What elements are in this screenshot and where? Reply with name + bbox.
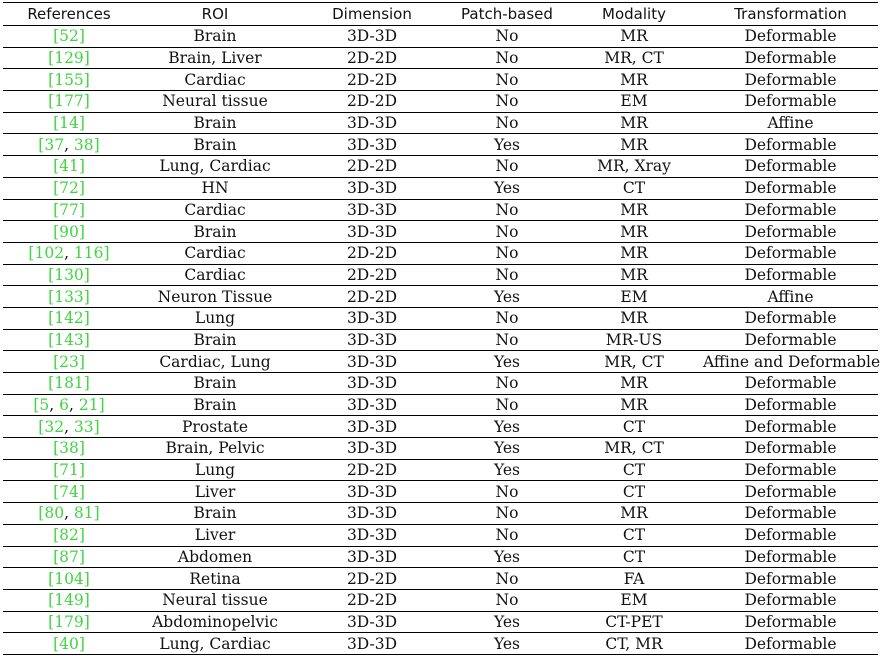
cell-roi: Brain, Pelvic	[135, 438, 295, 460]
cell-dimension: 3D-3D	[295, 351, 449, 373]
cell-patch-based: No	[449, 394, 565, 416]
cell-modality: MR	[565, 242, 703, 264]
cell-roi: Lung, Cardiac	[135, 633, 295, 655]
header-row	[3, 3, 878, 26]
cell-patch-based: No	[449, 221, 565, 243]
table-row	[3, 329, 878, 351]
citation-link[interactable]: 82	[59, 526, 79, 545]
table-row	[3, 69, 878, 91]
cell-patch-based: Yes	[449, 546, 565, 568]
cell-transformation: Affine	[703, 112, 878, 134]
cell-dimension: 3D-3D	[295, 329, 449, 351]
citation-link[interactable]: 77	[59, 200, 79, 219]
table-row	[3, 221, 878, 243]
cell-roi: Lung, Cardiac	[135, 156, 295, 178]
table-row	[3, 481, 878, 503]
cell-patch-based: No	[449, 568, 565, 590]
table-row	[3, 416, 878, 438]
cell-references: [72]	[3, 177, 135, 199]
citation-link[interactable]: 130	[54, 265, 84, 284]
cell-transformation: Deformable	[703, 221, 878, 243]
citation-link[interactable]: 71	[59, 461, 79, 480]
cell-transformation: Deformable	[703, 373, 878, 395]
cell-patch-based: No	[449, 69, 565, 91]
cell-references: [14]	[3, 112, 135, 134]
cell-patch-based: No	[449, 373, 565, 395]
cell-dimension: 3D-3D	[295, 307, 449, 329]
citation-link[interactable]: 149	[54, 591, 84, 610]
cell-modality: MR, CT	[565, 438, 703, 460]
table-row	[3, 373, 878, 395]
cell-patch-based: No	[449, 307, 565, 329]
cell-references: [74]	[3, 481, 135, 503]
cell-modality: EM	[565, 589, 703, 611]
citation-link[interactable]: 133	[54, 287, 84, 306]
cell-transformation: Deformable	[703, 329, 878, 351]
cell-roi: Brain	[135, 373, 295, 395]
cell-patch-based: Yes	[449, 416, 565, 438]
cell-modality: MR	[565, 69, 703, 91]
cell-references: [90]	[3, 221, 135, 243]
citation-link[interactable]: 179	[54, 612, 84, 631]
cell-modality: FA	[565, 568, 703, 590]
cell-dimension: 2D-2D	[295, 568, 449, 590]
cell-modality: MR	[565, 503, 703, 525]
cell-transformation: Deformable	[703, 459, 878, 481]
cell-roi: Liver	[135, 524, 295, 546]
cell-transformation: Deformable	[703, 438, 878, 460]
cell-modality: MR, Xray	[565, 156, 703, 178]
cell-patch-based: No	[449, 242, 565, 264]
cell-roi: Cardiac, Lung	[135, 351, 295, 373]
cell-patch-based: No	[449, 264, 565, 286]
cell-patch-based: No	[449, 329, 565, 351]
cell-modality: MR	[565, 199, 703, 221]
cell-roi: Prostate	[135, 416, 295, 438]
cell-dimension: 2D-2D	[295, 156, 449, 178]
citation-link[interactable]: 72	[59, 179, 79, 198]
table-row	[3, 199, 878, 221]
cell-roi: Lung	[135, 459, 295, 481]
cell-modality: MR-US	[565, 329, 703, 351]
cell-references: [87]	[3, 546, 135, 568]
citation-link[interactable]: 33	[73, 417, 94, 436]
cell-dimension: 3D-3D	[295, 633, 449, 655]
cell-transformation: Deformable	[703, 546, 878, 568]
cell-patch-based: No	[449, 524, 565, 546]
cell-transformation: Deformable	[703, 199, 878, 221]
cell-patch-based: No	[449, 481, 565, 503]
cell-roi: Brain	[135, 329, 295, 351]
cell-modality: CT-PET	[565, 611, 703, 633]
cell-dimension: 2D-2D	[295, 589, 449, 611]
cell-modality: MR, CT	[565, 351, 703, 373]
cell-dimension: 3D-3D	[295, 199, 449, 221]
cell-roi: Neural tissue	[135, 91, 295, 113]
cell-references: [82]	[3, 524, 135, 546]
cell-roi: Brain, Liver	[135, 47, 295, 69]
cell-transformation: Deformable	[703, 416, 878, 438]
cell-roi: Brain	[135, 221, 295, 243]
cell-roi: Neuron Tissue	[135, 286, 295, 308]
cell-dimension: 3D-3D	[295, 546, 449, 568]
citation-link[interactable]: 102	[34, 244, 65, 263]
references-table	[3, 2, 881, 655]
cell-modality: CT	[565, 177, 703, 199]
cell-transformation: Deformable	[703, 568, 878, 590]
cell-patch-based: No	[449, 47, 565, 69]
cell-references: [177]	[3, 91, 135, 113]
cell-transformation: Deformable	[703, 26, 878, 48]
cell-references: [129]	[3, 47, 135, 69]
cell-dimension: 3D-3D	[295, 416, 449, 438]
table-row	[3, 611, 878, 633]
cell-modality: CT, MR	[565, 633, 703, 655]
cell-dimension: 2D-2D	[295, 91, 449, 113]
cell-modality: MR	[565, 307, 703, 329]
citation-link[interactable]: 52	[59, 27, 79, 46]
table-row	[3, 633, 878, 655]
cell-dimension: 2D-2D	[295, 286, 449, 308]
table-row	[3, 351, 878, 373]
cell-modality: MR	[565, 394, 703, 416]
cell-dimension: 3D-3D	[295, 481, 449, 503]
cell-transformation: Deformable	[703, 91, 878, 113]
cell-references: [41]	[3, 156, 135, 178]
table-row	[3, 589, 878, 611]
citation-link[interactable]: 116	[73, 244, 104, 263]
cell-dimension: 2D-2D	[295, 264, 449, 286]
cell-references: [104]	[3, 568, 135, 590]
cell-roi: Cardiac	[135, 199, 295, 221]
citation-link[interactable]: 32	[44, 417, 65, 436]
cell-roi: Brain	[135, 26, 295, 48]
cell-references: [155]	[3, 69, 135, 91]
citation-link[interactable]: 155	[54, 70, 84, 89]
cell-transformation: Deformable	[703, 611, 878, 633]
header-transformation: Transformation	[703, 3, 878, 26]
cell-transformation: Deformable	[703, 242, 878, 264]
cell-patch-based: No	[449, 26, 565, 48]
cell-transformation: Deformable	[703, 134, 878, 156]
table-row	[3, 503, 878, 525]
citation-link[interactable]: 40	[59, 634, 79, 653]
table-row	[3, 264, 878, 286]
cell-dimension: 3D-3D	[295, 373, 449, 395]
citation-link[interactable]: 104	[54, 569, 84, 588]
citation-link[interactable]: 81	[73, 504, 94, 523]
citation-link[interactable]: 21	[78, 396, 99, 415]
cell-references: [102, 116]	[3, 242, 135, 264]
cell-transformation: Deformable	[703, 69, 878, 91]
header-modality: Modality	[565, 3, 703, 26]
cell-references: [142]	[3, 307, 135, 329]
cell-dimension: 2D-2D	[295, 242, 449, 264]
citation-link[interactable]: 37	[44, 135, 65, 154]
cell-transformation: Deformable	[703, 264, 878, 286]
table-row	[3, 47, 878, 69]
cell-roi: Neural tissue	[135, 589, 295, 611]
cell-references: [40]	[3, 633, 135, 655]
cell-references: [143]	[3, 329, 135, 351]
cell-transformation: Deformable	[703, 503, 878, 525]
cell-patch-based: No	[449, 156, 565, 178]
cell-modality: EM	[565, 286, 703, 308]
cell-transformation: Deformable	[703, 633, 878, 655]
cell-dimension: 3D-3D	[295, 134, 449, 156]
cell-transformation: Deformable	[703, 156, 878, 178]
cell-dimension: 3D-3D	[295, 611, 449, 633]
cell-roi: Abdominopelvic	[135, 611, 295, 633]
cell-roi: Cardiac	[135, 242, 295, 264]
cell-modality: EM	[565, 91, 703, 113]
citation-link[interactable]: 80	[44, 504, 65, 523]
citation-link[interactable]: 143	[54, 330, 84, 349]
cell-references: [133]	[3, 286, 135, 308]
cell-references: [32, 33]	[3, 416, 135, 438]
cell-modality: MR, CT	[565, 47, 703, 69]
cell-roi: Lung	[135, 307, 295, 329]
cell-references: [38]	[3, 438, 135, 460]
cell-patch-based: Yes	[449, 134, 565, 156]
cell-patch-based: Yes	[449, 611, 565, 633]
cell-dimension: 2D-2D	[295, 459, 449, 481]
cell-dimension: 3D-3D	[295, 438, 449, 460]
citation-link[interactable]: 5	[39, 396, 50, 415]
citation-link[interactable]: 74	[59, 482, 79, 501]
cell-references: [52]	[3, 26, 135, 48]
cell-modality: MR	[565, 373, 703, 395]
citation-link[interactable]: 41	[59, 157, 79, 176]
header-patch-based: Patch-based	[449, 3, 565, 26]
cell-patch-based: No	[449, 589, 565, 611]
cell-patch-based: No	[449, 199, 565, 221]
table-row	[3, 438, 878, 460]
cell-modality: CT	[565, 416, 703, 438]
cell-dimension: 2D-2D	[295, 69, 449, 91]
cell-transformation: Deformable	[703, 177, 878, 199]
cell-transformation: Deformable	[703, 47, 878, 69]
cell-references: [130]	[3, 264, 135, 286]
cell-patch-based: Yes	[449, 286, 565, 308]
citation-link[interactable]: 14	[59, 114, 79, 133]
cell-patch-based: Yes	[449, 459, 565, 481]
cell-references: [23]	[3, 351, 135, 373]
table-row	[3, 112, 878, 134]
cell-references: [5, 6, 21]	[3, 394, 135, 416]
cell-dimension: 3D-3D	[295, 503, 449, 525]
cell-transformation: Deformable	[703, 394, 878, 416]
table-row	[3, 307, 878, 329]
cell-roi: Brain	[135, 503, 295, 525]
cell-modality: MR	[565, 112, 703, 134]
cell-references: [179]	[3, 611, 135, 633]
cell-references: [149]	[3, 589, 135, 611]
cell-patch-based: Yes	[449, 633, 565, 655]
citation-link[interactable]: 90	[59, 222, 79, 241]
cell-references: [80, 81]	[3, 503, 135, 525]
cell-roi: Liver	[135, 481, 295, 503]
cell-dimension: 3D-3D	[295, 221, 449, 243]
cell-roi: Abdomen	[135, 546, 295, 568]
cell-modality: MR	[565, 26, 703, 48]
cell-roi: Brain	[135, 112, 295, 134]
cell-patch-based: No	[449, 112, 565, 134]
cell-modality: CT	[565, 459, 703, 481]
cell-dimension: 3D-3D	[295, 394, 449, 416]
cell-references: [71]	[3, 459, 135, 481]
cell-dimension: 3D-3D	[295, 26, 449, 48]
cell-transformation: Affine	[703, 286, 878, 308]
cell-references: [181]	[3, 373, 135, 395]
citation-link[interactable]: 6	[59, 396, 69, 415]
citation-link[interactable]: 177	[54, 92, 84, 111]
cell-roi: Cardiac	[135, 264, 295, 286]
table-row	[3, 134, 878, 156]
cell-dimension: 3D-3D	[295, 112, 449, 134]
header-references: References	[3, 3, 135, 26]
cell-roi: Cardiac	[135, 69, 295, 91]
table-row	[3, 394, 878, 416]
cell-transformation: Deformable	[703, 524, 878, 546]
cell-references: [77]	[3, 199, 135, 221]
header-dimension: Dimension	[295, 3, 449, 26]
cell-patch-based: Yes	[449, 177, 565, 199]
cell-modality: MR	[565, 264, 703, 286]
cell-dimension: 3D-3D	[295, 524, 449, 546]
cell-dimension: 3D-3D	[295, 177, 449, 199]
citation-link[interactable]: 142	[54, 309, 84, 328]
table-body	[3, 26, 881, 655]
cell-patch-based: No	[449, 91, 565, 113]
table-row	[3, 568, 878, 590]
citation-link[interactable]: 38	[59, 439, 79, 458]
citation-link[interactable]: 181	[54, 374, 84, 393]
table-row	[3, 286, 878, 308]
cell-transformation: Deformable	[703, 481, 878, 503]
citation-link[interactable]: 87	[59, 547, 79, 566]
cell-transformation: Deformable	[703, 307, 878, 329]
table-row	[3, 459, 878, 481]
cell-roi: Brain	[135, 394, 295, 416]
cell-references: [37, 38]	[3, 134, 135, 156]
table-row	[3, 177, 878, 199]
header-roi: ROI	[135, 3, 295, 26]
table-row	[3, 91, 878, 113]
cell-roi: Brain	[135, 134, 295, 156]
cell-dimension: 2D-2D	[295, 47, 449, 69]
table-row	[3, 546, 878, 568]
table-header	[3, 3, 878, 26]
cell-modality: CT	[565, 481, 703, 503]
cell-modality: CT	[565, 524, 703, 546]
cell-roi: HN	[135, 177, 295, 199]
cell-roi: Retina	[135, 568, 295, 590]
cell-modality: MR	[565, 221, 703, 243]
cell-modality: MR	[565, 134, 703, 156]
cell-patch-based: Yes	[449, 438, 565, 460]
citation-link[interactable]: 38	[73, 135, 94, 154]
cell-transformation: Affine and Deformable	[703, 352, 881, 371]
cell-patch-based: No	[449, 503, 565, 525]
citation-link[interactable]: 23	[59, 352, 79, 371]
table-row	[3, 242, 878, 264]
cell-patch-based: Yes	[449, 351, 565, 373]
cell-transformation: Deformable	[703, 589, 878, 611]
table-row	[3, 156, 878, 178]
citation-link[interactable]: 129	[54, 49, 84, 68]
table-row	[3, 524, 878, 546]
table-row	[3, 26, 878, 48]
cell-modality: CT	[565, 546, 703, 568]
